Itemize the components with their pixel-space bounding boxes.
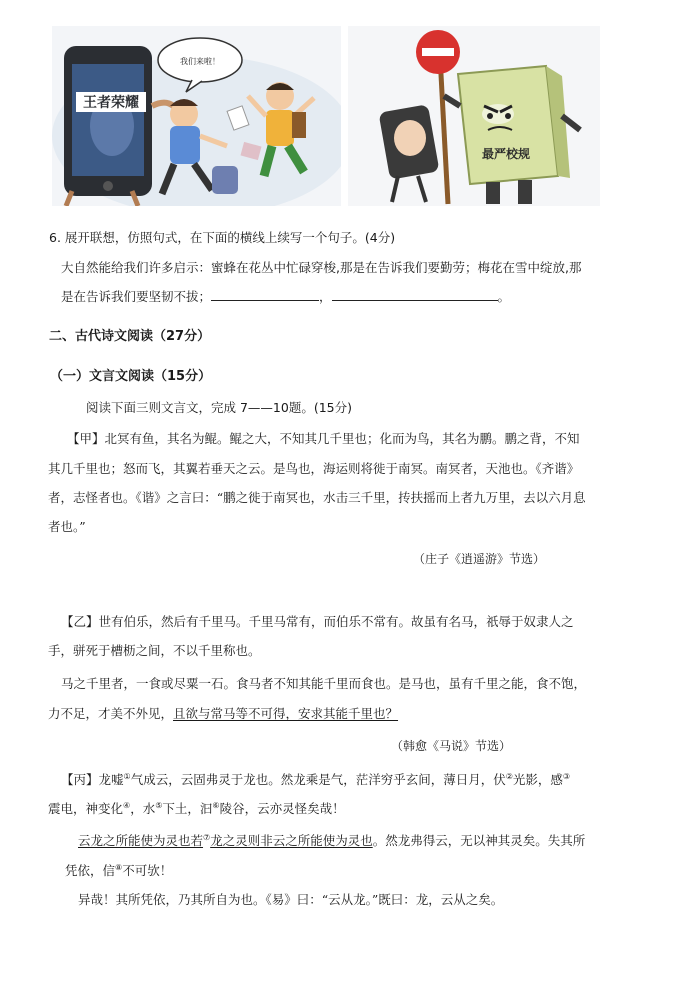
book-label: 最严校规 — [481, 147, 531, 161]
note-marker-4: ④ — [123, 801, 131, 810]
bing-line-2 — [48, 798, 345, 817]
phone-label: 王者荣耀 — [83, 95, 139, 111]
bing-line-1-a: 【丙】龙嘘 — [61, 772, 124, 787]
jia-line-4: 者也。” — [48, 519, 86, 534]
section-2-heading: 二、古代诗文阅读（27分） — [49, 329, 211, 344]
bing-line-1-c: 光影，感 — [512, 772, 563, 787]
answer-blank-1[interactable] — [211, 288, 319, 301]
yi-line-3: 马之千里者，一食或尽粟一石。食马者不知其能千里而食也。是马也，虽有千里之能，食不饱， — [61, 676, 587, 691]
reading-instruction: 阅读下面三则文言文，完成 7——10题。(15分) — [86, 400, 352, 415]
note-marker-6: ⑥ — [212, 801, 220, 810]
bing-line-2-a: 震电，神变化 — [48, 801, 124, 816]
bing-line-4 — [65, 860, 172, 879]
bing-line-3-underlined-a: 云龙之所能使为灵也若 — [78, 833, 204, 848]
bing-line-5: 异哉！其所凭依，乃其所自为也。《易》曰：“云从龙。”既曰：龙，云从之矣。 — [78, 892, 504, 907]
note-marker-5: ⑤ — [155, 801, 163, 810]
jia-line-2: 其几千里也；怒而飞，其翼若垂天之云。是鸟也，海运则将徙于南冥。南冥者，天池也。《齐谐》 — [48, 461, 580, 476]
bing-line-4-b: 不可欤！ — [122, 863, 173, 878]
note-marker-3: ③ — [562, 772, 571, 781]
speech-bubble-text: 我们来啦！ — [180, 57, 220, 66]
bing-line-1-b: 气成云，云固弗灵于龙也。然龙乘是气，茫洋穷乎玄间，薄日月，伏 — [130, 772, 506, 787]
yi-line-4-plain: 力不足，才美不外见， — [48, 706, 174, 721]
bing-line-3-rest: 。然龙弗得云，无以神其灵矣。失其所 — [372, 833, 586, 848]
yi-source: （韩愈《马说》节选） — [391, 739, 512, 753]
yi-line-4 — [48, 706, 398, 722]
note-marker-1: ① — [123, 772, 131, 781]
bing-line-4-a: 凭依，信 — [65, 863, 116, 878]
jia-line-1: 【甲】北冥有鱼，其名为鲲。鲲之大，不知其几千里也；化而为鸟，其名为鹏。鹏之背，不知 — [67, 431, 580, 446]
question-6-prompt-line-2 — [61, 288, 510, 305]
jia-source: （庄子《逍遥游》节选） — [413, 552, 546, 566]
comma: ， — [319, 289, 332, 304]
cartoon-phone-game-image — [52, 26, 341, 206]
note-marker-7: ⑦ — [203, 833, 211, 842]
yi-line-2: 手，骈死于槽枥之间，不以千里称也。 — [48, 643, 261, 658]
yi-line-4-underlined: 且欲与常马等不可得，安求其能千里也？ — [173, 706, 399, 721]
note-marker-8: ⑧ — [115, 863, 123, 872]
note-marker-2: ② — [505, 772, 513, 781]
question-6-prompt-text: 是在告诉我们要坚韧不拔； — [61, 289, 212, 304]
bing-line-1 — [61, 769, 570, 788]
bing-line-2-b: ，水 — [130, 801, 156, 816]
bing-line-2-d: 陵谷，云亦灵怪矣哉！ — [219, 801, 345, 816]
cartoon-school-rules-image — [348, 26, 600, 206]
bing-line-3 — [78, 830, 585, 849]
period: 。 — [497, 289, 511, 304]
answer-blank-2[interactable] — [332, 288, 498, 301]
question-6-title: 6. 展开联想，仿照句式，在下面的横线上续写一个句子。(4分) — [49, 230, 396, 245]
jia-line-3: 者，志怪者也。《谐》之言曰：“鹏之徙于南冥也，水击三千里，抟扶摇而上者九万里，去以六月息 — [48, 490, 586, 505]
question-6-prompt-line-1: 大自然能给我们许多启示：蜜蜂在花丛中忙碌穿梭,那是在告诉我们要勤劳；梅花在雪中绽放,那 — [61, 260, 582, 275]
bing-line-2-c: 下土，汩 — [162, 801, 213, 816]
yi-line-1: 【乙】世有伯乐，然后有千里马。千里马常有，而伯乐不常有。故虽有名马，祇辱于奴隶人之 — [61, 614, 574, 629]
bing-line-3-underlined-b: 龙之灵则非云之所能使为灵也 — [210, 833, 373, 848]
subsection-1-heading: （一）文言文阅读（15分） — [50, 369, 212, 384]
